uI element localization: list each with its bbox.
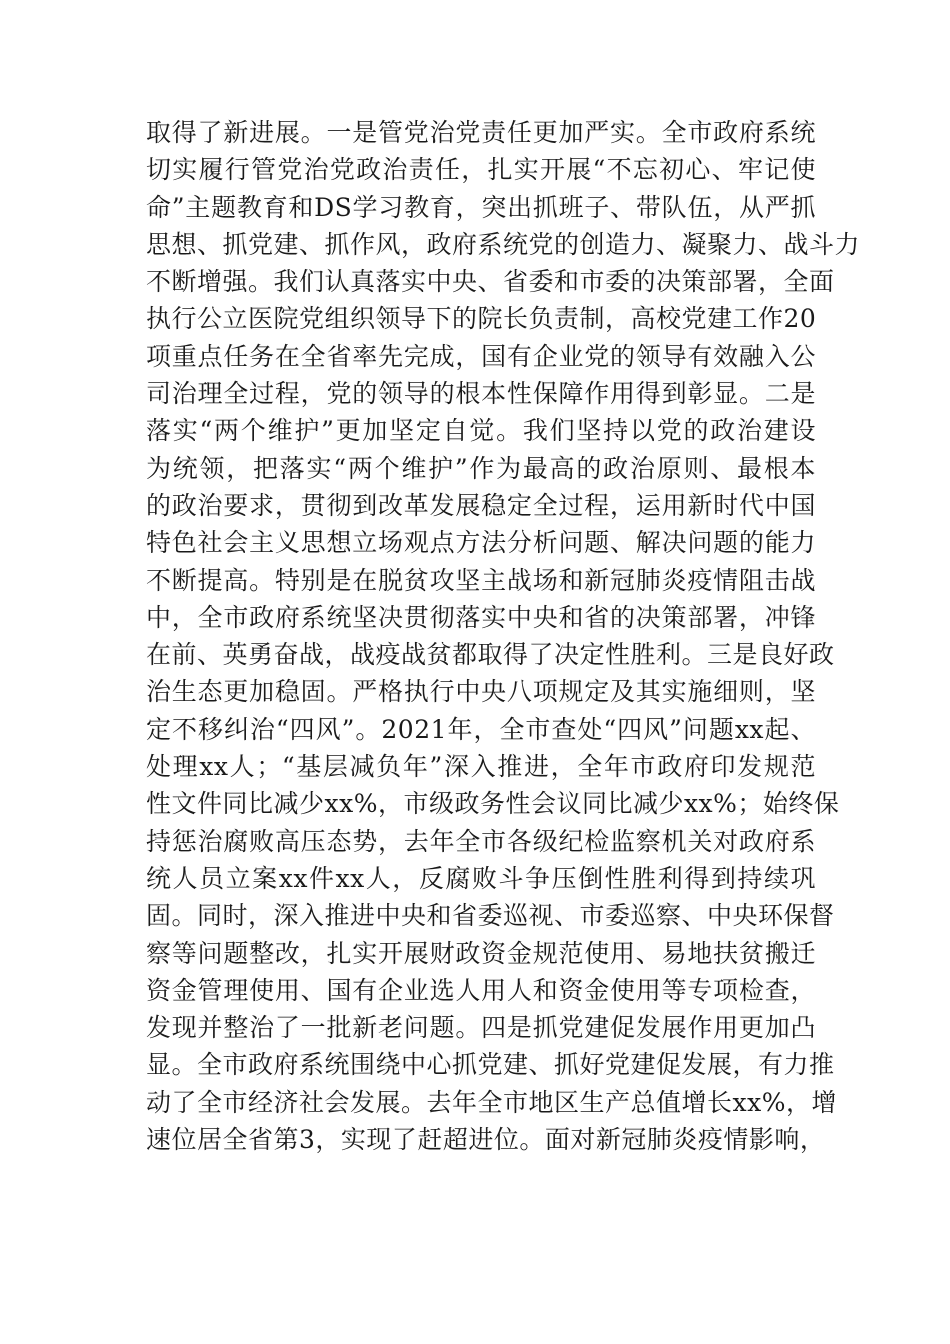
text-line: 性文件同比减少xx%，市级政务性会议同比减少xx%；始终保 <box>146 789 840 819</box>
text-line: 统人员立案xx件xx人，反腐败斗争压倒性胜利得到持续巩 <box>146 863 816 893</box>
text-line: 在前、英勇奋战，战疫战贫都取得了决定性胜利。三是良好政 <box>146 640 835 670</box>
text-line: 处理xx人；“基层减负年”深入推进，全年市政府印发规范 <box>146 752 816 782</box>
text-line: 思想、抓党建、抓作风，政府系统党的创造力、凝聚力、战斗力 <box>146 229 861 259</box>
text-line: 动了全市经济社会发展。去年全市地区生产总值增长xx%，增 <box>146 1087 837 1117</box>
text-line: 司治理全过程，党的领导的根本性保障作用得到彰显。二是 <box>146 379 816 409</box>
body-text <box>146 114 861 1158</box>
text-line: 不断提高。特别是在脱贫攻坚主战场和新冠肺炎疫情阻击战 <box>146 565 816 595</box>
text-line: 执行公立医院党组织领导下的院长负责制，高校党建工作20 <box>146 304 817 334</box>
text-line: 显。全市政府系统围绕中心抓党建、抓好党建促发展，有力推 <box>146 1050 835 1080</box>
text-line: 特色社会主义思想立场观点方法分析问题、解决问题的能力 <box>146 528 816 558</box>
text-line: 察等问题整改，扎实开展财政资金规范使用、易地扶贫搬迁 <box>146 938 816 968</box>
text-line: 不断增强。我们认真落实中央、省委和市委的决策部署，全面 <box>146 267 835 297</box>
text-line: 资金管理使用、国有企业选人用人和资金使用等专项检查， <box>146 975 816 1005</box>
text-line: 项重点任务在全省率先完成，国有企业党的领导有效融入公 <box>146 341 816 371</box>
text-line: 速位居全省第3，实现了赶超进位。面对新冠肺炎疫情影响， <box>146 1125 826 1155</box>
text-line: 定不移纠治“四风”。2021年，全市查处“四风”问题xx起、 <box>146 714 816 744</box>
text-line: 落实“两个维护”更加坚定自觉。我们坚持以党的政治建设 <box>146 416 816 446</box>
text-line: 发现并整治了一批新老问题。四是抓党建促发展作用更加凸 <box>146 1013 816 1043</box>
text-line: 的政治要求，贯彻到改革发展稳定全过程，运用新时代中国 <box>146 490 816 520</box>
text-line: 为统领，把落实“两个维护”作为最高的政治原则、最根本 <box>146 453 816 483</box>
text-line: 中，全市政府系统坚决贯彻落实中央和省的决策部署，冲锋 <box>146 602 816 632</box>
text-line: 治生态更加稳固。严格执行中央八项规定及其实施细则，坚 <box>146 677 816 707</box>
text-line: 命”主题教育和DS学习教育，突出抓班子、带队伍，从严抓 <box>146 192 816 222</box>
text-line: 切实履行管党治党政治责任，扎实开展“不忘初心、牢记使 <box>146 155 816 185</box>
text-line: 取得了新进展。一是管党治党责任更加严实。全市政府系统 <box>146 118 816 147</box>
text-line: 持惩治腐败高压态势，去年全市各级纪检监察机关对政府系 <box>146 826 816 856</box>
text-line: 固。同时，深入推进中央和省委巡视、市委巡察、中央环保督 <box>146 901 835 931</box>
